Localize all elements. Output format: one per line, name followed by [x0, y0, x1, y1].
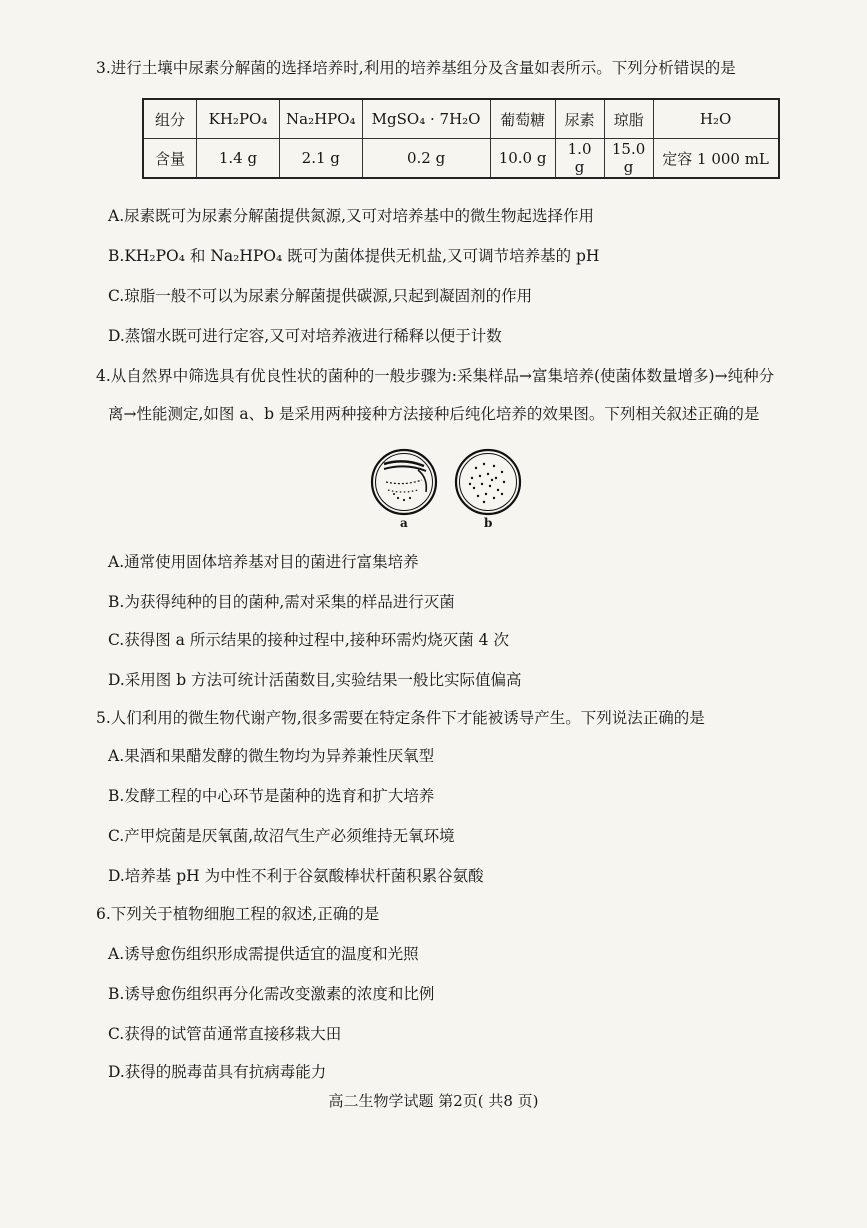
petri-dish-spread-figure [454, 448, 522, 516]
q4-option-c: C.获得图 a 所示结果的接种过程中,接种环需灼烧灭菌 4 次 [108, 631, 509, 649]
table-cell: 葡萄糖 [490, 99, 555, 139]
table-cell: 15.0 g [604, 139, 653, 179]
q6-stem: 6.下列关于植物细胞工程的叙述,正确的是 [96, 905, 380, 923]
table-row [143, 139, 779, 179]
table-cell: 定容 1 000 mL [653, 139, 779, 179]
q4-option-d: D.采用图 b 方法可统计活菌数目,实验结果一般比实际值偏高 [108, 671, 522, 689]
q6-option-d: D.获得的脱毒苗具有抗病毒能力 [108, 1063, 327, 1081]
table-cell: Na₂HPO₄ [280, 99, 363, 139]
q5-option-d: D.培养基 pH 为中性不利于谷氨酸棒状杆菌积累谷氨酸 [108, 867, 484, 885]
table-cell: 1.0 g [555, 139, 604, 179]
table-cell: 0.2 g [362, 139, 490, 179]
q3-option-b: B.KH₂PO₄ 和 Na₂HPO₄ 既可为菌体提供无机盐,又可调节培养基的 pH [108, 247, 600, 265]
q3-option-c: C.琼脂一般不可以为尿素分解菌提供碳源,只起到凝固剂的作用 [108, 287, 533, 305]
q4-stem-line1: 4.从自然界中筛选具有优良性状的菌种的一般步骤为:采集样品→富集培养(使菌体数量增多)→纯种分 [96, 367, 775, 385]
table-cell: KH₂PO₄ [197, 99, 280, 139]
q3-option-a: A.尿素既可为尿素分解菌提供氮源,又可对培养基中的微生物起选择作用 [108, 207, 595, 225]
q6-option-c: C.获得的试管苗通常直接移栽大田 [108, 1025, 342, 1043]
table-cell: 含量 [143, 139, 197, 179]
q5-option-a: A.果酒和果醋发酵的微生物均为异养兼性厌氧型 [108, 747, 435, 765]
page-footer: 高二生物学试题 第2页( 共8 页) [328, 1092, 539, 1110]
q5-option-c: C.产甲烷菌是厌氧菌,故沼气生产必须维持无氧环境 [108, 827, 455, 845]
table-row [143, 99, 779, 139]
table-cell: 尿素 [555, 99, 604, 139]
figure-label-a: a [400, 516, 408, 530]
table-cell: H₂O [653, 99, 779, 139]
q4-stem-line2: 离→性能测定,如图 a、b 是采用两种接种方法接种后纯化培养的效果图。下列相关叙述正确的是 [108, 405, 760, 423]
q6-option-b: B.诱导愈伤组织再分化需改变激素的浓度和比例 [108, 985, 435, 1003]
q6-option-a: A.诱导愈伤组织形成需提供适宜的温度和光照 [108, 945, 419, 963]
table-cell: 琼脂 [604, 99, 653, 139]
q4-option-b: B.为获得纯种的目的菌种,需对采集的样品进行灭菌 [108, 593, 455, 611]
q4-option-a: A.通常使用固体培养基对目的菌进行富集培养 [108, 553, 419, 571]
q5-stem: 5.人们利用的微生物代谢产物,很多需要在特定条件下才能被诱导产生。下列说法正确的是 [96, 709, 705, 727]
petri-dish-streak-figure [370, 448, 438, 516]
table-cell: MgSO₄ · 7H₂O [362, 99, 490, 139]
table-cell: 1.4 g [197, 139, 280, 179]
medium-composition-table [142, 98, 780, 179]
q3-option-d: D.蒸馏水既可进行定容,又可对培养液进行稀释以便于计数 [108, 327, 502, 345]
table-cell: 10.0 g [490, 139, 555, 179]
figure-label-b: b [484, 516, 493, 530]
table-cell: 组分 [143, 99, 197, 139]
table-cell: 2.1 g [280, 139, 363, 179]
q3-stem: 3.进行土壤中尿素分解菌的选择培养时,利用的培养基组分及含量如表所示。下列分析错误的是 [96, 59, 736, 77]
q5-option-b: B.发酵工程的中心环节是菌种的选育和扩大培养 [108, 787, 435, 805]
